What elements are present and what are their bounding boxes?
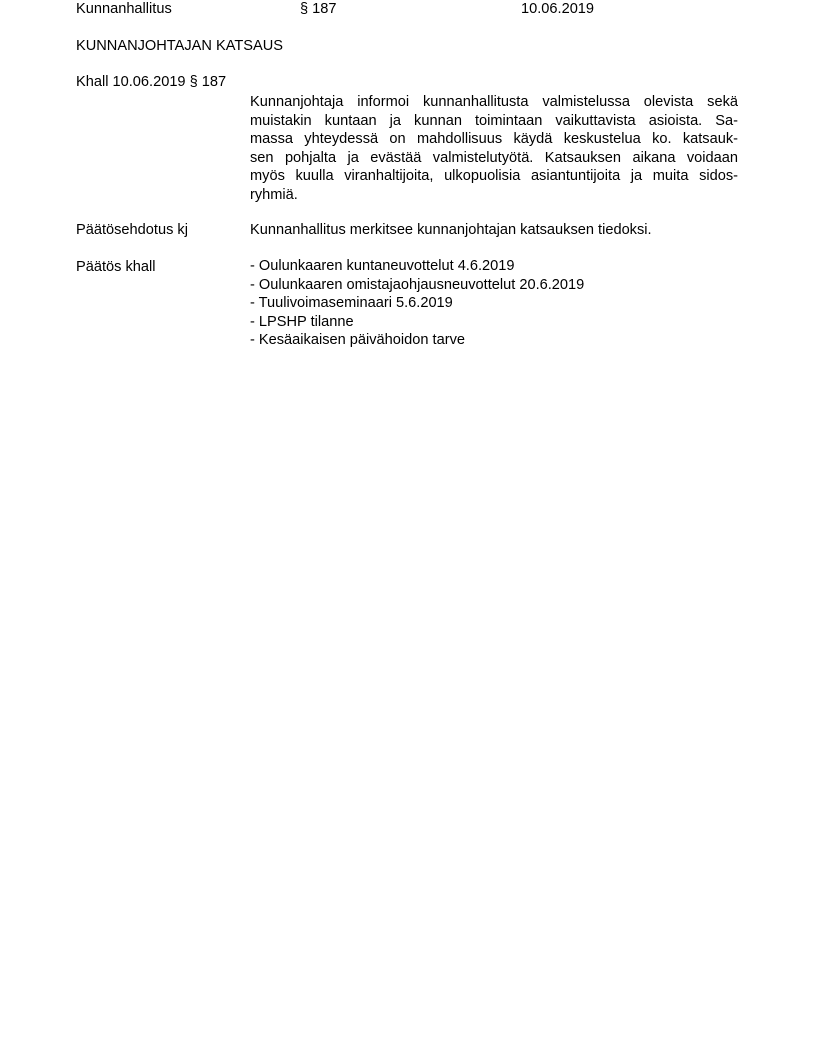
proposal-text: Kunnanhallitus merkitsee kunnanjohtajan katsauksen tiedoksi. — [250, 222, 652, 238]
description-line: massa yhteydessä on mahdollisuus käydä keskustelua ko. katsauk- — [250, 131, 738, 147]
header-section: § 187 — [300, 1, 337, 17]
description-line: Kunnanjohtaja informoi kunnanhallitusta valmistelussa olevista sekä — [250, 94, 738, 110]
header-body: Kunnanhallitus — [76, 1, 172, 17]
description-line: myös kuulla viranhaltijoita, ulkopuolisia asiantuntijoita ja muita sidos- — [250, 168, 738, 184]
page-title: KUNNANJOHTAJAN KATSAUS — [76, 38, 284, 54]
meeting-reference: Khall 10.06.2019 § 187 — [76, 74, 227, 90]
header-date: 10.06.2019 — [521, 1, 595, 17]
list-item: - Kesäaikaisen päivähoidon tarve — [250, 332, 465, 348]
description-paragraph — [250, 93, 738, 204]
decision-label: Päätös khall — [76, 259, 156, 275]
list-item: - Oulunkaaren kuntaneuvottelut 4.6.2019 — [250, 258, 515, 274]
list-item: - Oulunkaaren omistajaohjausneuvottelut 20.6.2019 — [250, 276, 585, 293]
decision-list — [250, 257, 584, 350]
list-item: - LPSHP tilanne — [250, 313, 354, 330]
description-line: ryhmiä. — [250, 186, 298, 203]
description-line: sen pohjalta ja evästää valmistelutyötä. Katsauksen aikana voidaan — [250, 149, 738, 166]
description-line: muistakin kuntaan ja kunnan toimintaan vaikuttavista asioista. Sa- — [250, 112, 738, 129]
list-item: - Tuulivoimaseminaari 5.6.2019 — [250, 295, 453, 311]
proposal-label: Päätösehdotus kj — [76, 222, 188, 238]
